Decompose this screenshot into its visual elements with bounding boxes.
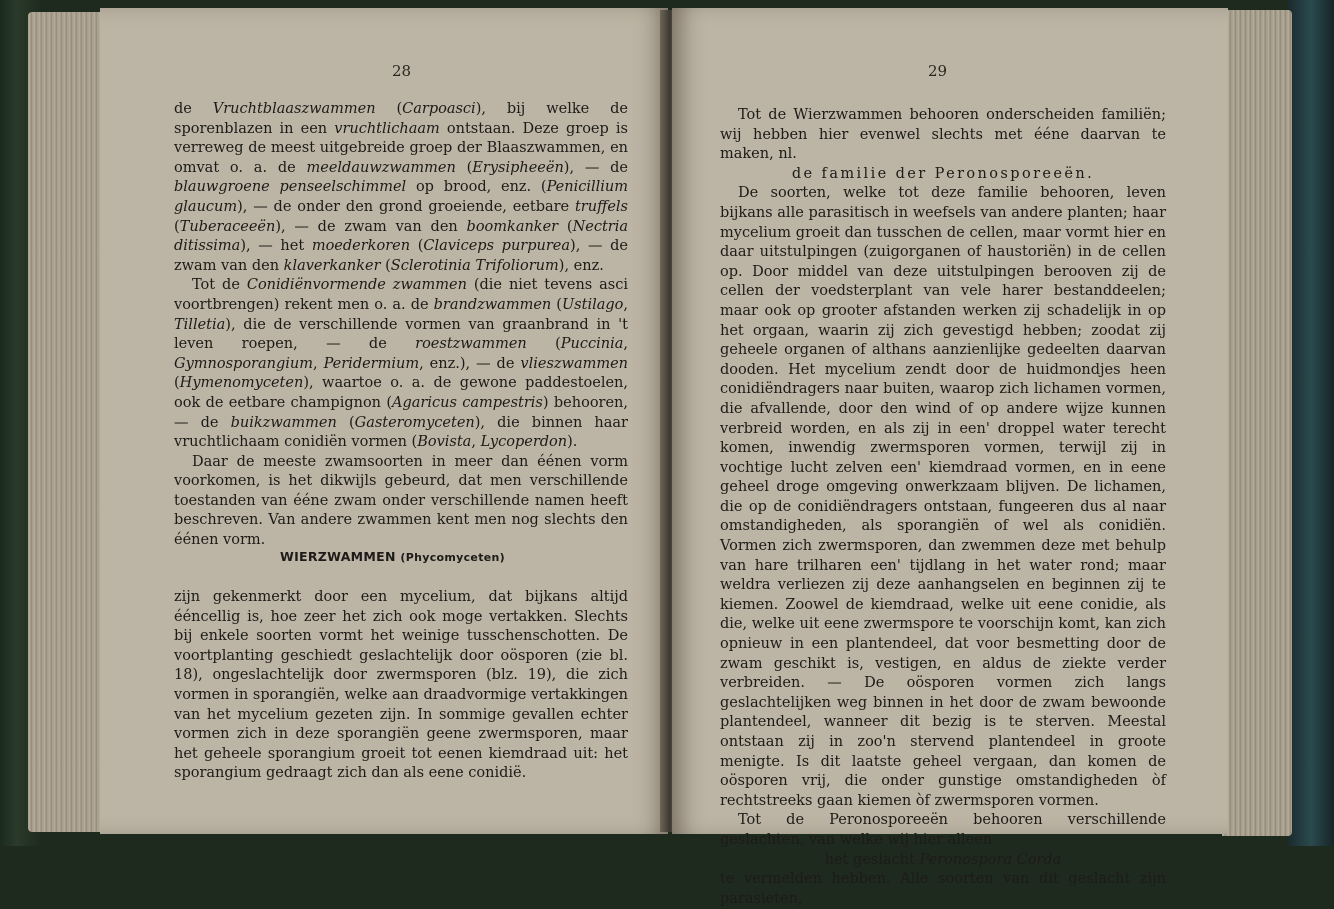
left-page [100,8,668,834]
paragraph-geslachten: Tot de Peronosporeeën behooren verschillende geslachten, van welke wij hier alleen [720,812,1166,848]
section-heading [280,549,620,564]
paragraph-parasieten: te vermelden hebben. Alle soorten van dit geslacht zijn parasieten, [720,871,1166,907]
paragraph-vormen: Daar de meeste zwamsoorten in meer dan éénen vorm voorkomen, is het dikwijls gebeurd, dat men verschillende toestanden van ééne zwam onder verschillende namen heeft beschreven. Van andere zwammen kent men nog slechts den éénen vorm. [174,453,628,549]
paragraph-wierzwammen: zijn gekenmerkt door een mycelium, dat bijkans altijd ééncellig is, hoe zeer het zich ook moge vertakken. Slechts bij enkele soorten vormt het weinige tusschenschotten. De voortplanting geschiedt geslachtelijk door oösporen (zie bl. 18), ongeslachtelijk door zwermsporen (blz. 19), die zich vormen in sporangiën, welke aan draadvormige vertakkingen van het mycelium gezeten zijn. In sommige gevallen echter vormen zich in deze sporangiën geene zwermsporen, maar het geheele sporangium groeit tot eenen kiemdraad uit: het sporangium gedraagt zich dan als eene conidië. [174,589,628,782]
section-heading-main: WIERZWAMMEN [280,549,396,564]
page-edges-left [28,12,108,832]
paragraph-conidien: Tot de Conidiënvormende zwammen (die niet tevens asci voortbrengen) rekent men o. a. de brandzwammen (Ustilago, Tilletia), die de verschillende vormen van graanbrand in 't leven roepen, — de roestzwammen (Puccinia, Gymnosporangium, Peridermium, enz.), — de vlieszwammen (Hymenomyceten), waartoe o. a. de gewone paddestoelen, ook de eetbare champignon (Agaricus campestris) behooren, — de buikzwammen (Gasteromyceten), die binnen haar vruchtlichaam conidiën vormen (Bovista, Lycoperdon). [174,277,629,451]
paragraph-soorten: De soorten, welke tot deze familie behooren, leven bijkans alle parasitisch in weefsels van andere planten; haar mycelium groeit dan tusschen de cellen, maar vormt hier en daar uitstulpingen (zuigorganen of haustoriën) in de cellen op. Door middel van deze uitstulpingen berooven zij de cellen der voedsterplant van vele harer bestanddeelen; maar ook op grooter afstanden werken zij schadelijk in op het orgaan, waarin zij zich gevestigd hebben; zoodat zij geheele organen of althans aanzienlijke gedeelten daarvan dooden. Het mycelium zendt door de huidmondjes heen conidiëndragers naar buiten, waarop zich lichamen vormen, die afvallende, door den wind of op andere wijze kunnen verbreid worden, en als zij in een' droppel water terecht komen, inwendig zwermsporen vormen, terwijl zij in vochtige lucht zelven een' kiemdraad vormen, en in eene geheel droge omgeving onwerkzaam blijven. De lichamen, die op de conidiëndragers ontstaan, fungeeren dus al naar omstandigheden, als sporangiën of wel als conidiën. Vormen zich zwermsporen, dan zwemmen deze met behulp van hare trilharen een' tijdlang in het water rond; maar weldra verliezen zij deze aanhangselen en beginnen zij te kiemen. Zoowel de kiemdraad, welke uit eene conidie, als die, welke uit eene zwermspore te voorschijn komt, kan zich opnieuw in een plantendeel, dat voor besmetting door de zwam geschikt is, vestigen, en aldus de ziekte verder verbreiden. — De oösporen vormen zich langs geslachtelijken weg binnen in het door de zwam bewoonde plantendeel, wanneer dit bezig is te sterven. Meestal ontstaan zij in zoo'n stervend plantendeel in groote menigte. Is dit laatste geheel vergaan, dan komen de oösporen vrij, die onder gunstige omstandigheden òf rechtstreeks gaan kiemen òf zwermsporen vormen. [720,185,1166,809]
page-number-right: 29 [928,62,948,80]
paragraph-familien: Tot de Wierzwammen behooren onderscheiden familiën; wij hebben hier evenwel slechts met ééne daarvan te maken, nl. [720,107,1166,163]
page-number-left: 28 [392,62,412,80]
right-page [672,8,1228,907]
book-cover-right [1288,0,1334,846]
left-text-lower [174,588,628,784]
page-edges-right [1222,10,1292,836]
left-text-upper [174,100,628,551]
genus-name: Peronospora Corda [919,851,1062,868]
family-heading: de familie der Peronosporeeën. [791,165,1095,182]
paragraph-carpoasci: de Vruchtblaaszwammen (Carpoasci), bij welke de sporenblazen in een vruchtlichaam ontstaan. Deze groep is verreweg de meest uitgebreide groep der Blaaszwammen, en omvat o. a. de meeldauwzwammen (Erysipheeën), — de blauwgroene penseelschimmel op brood, enz. (Penicillium glaucum), — de onder den grond groeiende, eetbare truffels (Tuberaceeën), — de zwam van den boomkanker (Nectria ditissima), — het moederkoren (Claviceps purpurea), — de zwam van den klaverkanker (Sclerotinia Trifoliorum), enz. [174,101,628,274]
section-heading-sub: (Phycomyceten) [400,551,505,564]
genus-line: het geslacht Peronospora Corda [824,851,1062,868]
right-text [720,106,1166,909]
